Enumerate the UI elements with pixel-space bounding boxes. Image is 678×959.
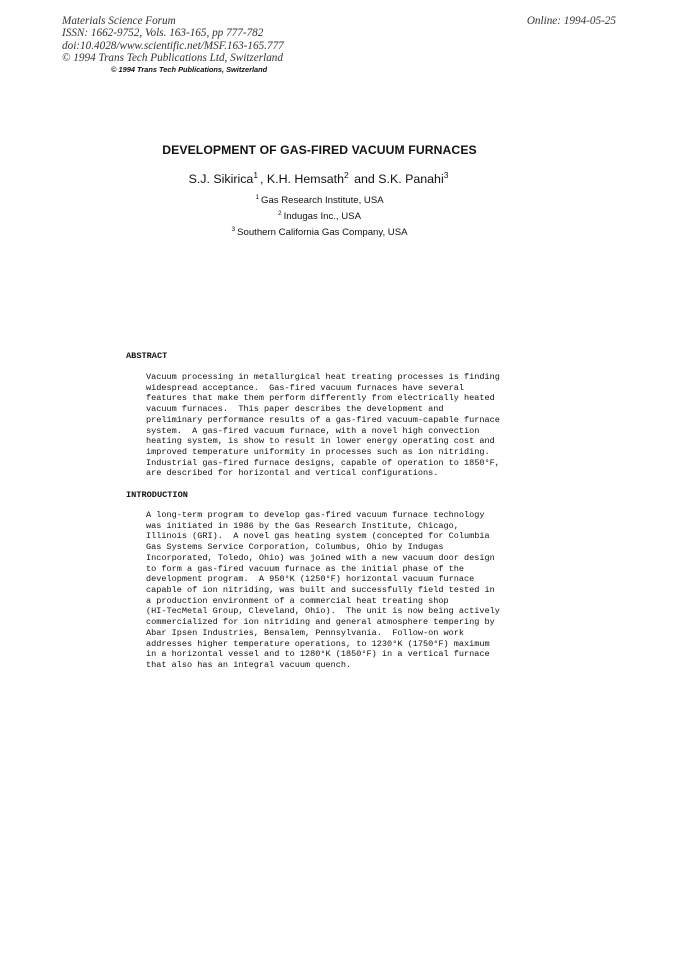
text-line: widespread acceptance. Gas-fired vacuum furnaces have several bbox=[146, 382, 464, 393]
affiliation bbox=[0, 211, 639, 222]
affiliation-mark: 2 bbox=[278, 210, 282, 218]
copyright-notice: © 1994 Trans Tech Publications, Switzerland bbox=[111, 65, 268, 74]
text-line: Illinois (GRI). A novel gas heating system (concepted for Columbia bbox=[146, 531, 490, 542]
text-line: heating system, is show to result in lower energy operating cost and bbox=[146, 436, 495, 447]
text-line: addresses higher temperature operations, to 1230°K (1750°F) maximum bbox=[146, 638, 490, 649]
paper-title: DEVELOPMENT OF GAS-FIRED VACUUM FURNACES bbox=[162, 143, 477, 157]
author-list: S.J. Sikirica$^1$ , K.H. Hemsath$^2$ and S.K. Panahi$^3$ bbox=[188, 170, 449, 186]
author-name: K.H. Hemsath bbox=[266, 172, 345, 186]
text-line: Industrial gas-fired furnace designs, capable of operation to 1850°F, bbox=[146, 457, 500, 468]
issn-line: ISSN: 1662-9752, Vols. 163-165, pp 777-782 bbox=[62, 27, 264, 40]
online-date: Online: 1994-05-25 bbox=[526, 15, 616, 27]
text-line: a production environment of a commercial heat treating shop bbox=[146, 595, 449, 606]
affiliation-text: Gas Research Institute, USA bbox=[260, 195, 384, 206]
introduction-body bbox=[146, 510, 500, 671]
text-line: commercialized for ion nitriding and general atmosphere tempering by bbox=[146, 617, 495, 628]
affiliation bbox=[0, 195, 639, 206]
text-line: features that make them perform differently from electrically heated bbox=[146, 393, 495, 404]
author-name: S.K. Panahi bbox=[378, 172, 444, 186]
author-affiliation-mark: 1 bbox=[253, 170, 258, 181]
text-line: preliminary performance results of a gas-fired vacuum-capable furnace bbox=[146, 414, 500, 425]
affiliation-mark: 3 bbox=[231, 226, 236, 234]
text-line: development program. A 950°K (1250°F) horizontal vacuum furnace bbox=[146, 574, 475, 585]
text-line: Abar Ipsen Industries, Bensalem, Pennsylvania. Follow-on work bbox=[146, 627, 464, 638]
text-line: was initiated in 1986 by the Gas Research Institute, Chicago, bbox=[146, 520, 459, 531]
abstract-body bbox=[146, 372, 500, 479]
abstract-heading: ABSTRACT bbox=[126, 351, 168, 361]
text-line: A long-term program to develop gas-fired vacuum furnace technology bbox=[146, 510, 485, 520]
affiliation-text: Southern California Gas Company, USA bbox=[237, 227, 408, 238]
text-line: in a horizontal vessel and to 1280°K (1850°F) in a vertical furnace bbox=[146, 649, 490, 660]
text-line: that also has an integral vacuum quench. bbox=[146, 660, 352, 671]
text-line: (HI-TecMetal Group, Cleveland, Ohio). The unit is now being actively bbox=[146, 606, 500, 617]
text-line: are described for horizontal and vertical configurations. bbox=[146, 468, 439, 479]
text-line: Incorporated, Toledo, Ohio) was joined with a new vacuum door design bbox=[146, 552, 495, 563]
text-line: to form a gas-fired vacuum furnace as the initial phase of the bbox=[146, 563, 464, 574]
copyright-line: © 1994 Trans Tech Publications Ltd, Switzerland bbox=[62, 52, 283, 65]
affiliation bbox=[0, 227, 639, 238]
text-line: vacuum furnaces. This paper describes the development and bbox=[146, 404, 444, 415]
doi-line: doi:10.4028/www.scientific.net/MSF.163-165.777 bbox=[62, 39, 284, 52]
introduction-heading: INTRODUCTION bbox=[126, 490, 188, 500]
publication-info bbox=[62, 15, 284, 65]
author-affiliation-mark: 2 bbox=[344, 170, 349, 181]
text-line: capable of ion nitriding, was built and successfully field tested in bbox=[146, 585, 495, 596]
affiliation-mark: 1 bbox=[255, 194, 259, 202]
text-line: system. A gas-fired vacuum furnace, with a novel high convection bbox=[146, 425, 480, 436]
text-line: improved temperature uniformity in processes such as ion nitriding. bbox=[146, 447, 490, 458]
author-affiliation-mark: 3 bbox=[443, 170, 449, 181]
author-name: S.J. Sikirica bbox=[188, 172, 254, 186]
affiliation-text: Indugas Inc., USA bbox=[283, 211, 361, 222]
text-line: Vacuum processing in metallurgical heat treating processes is finding bbox=[146, 372, 500, 382]
text-line: Gas Systems Service Corporation, Columbus, Ohio by Indugas bbox=[146, 542, 444, 553]
journal-name: Materials Science Forum bbox=[62, 15, 176, 27]
